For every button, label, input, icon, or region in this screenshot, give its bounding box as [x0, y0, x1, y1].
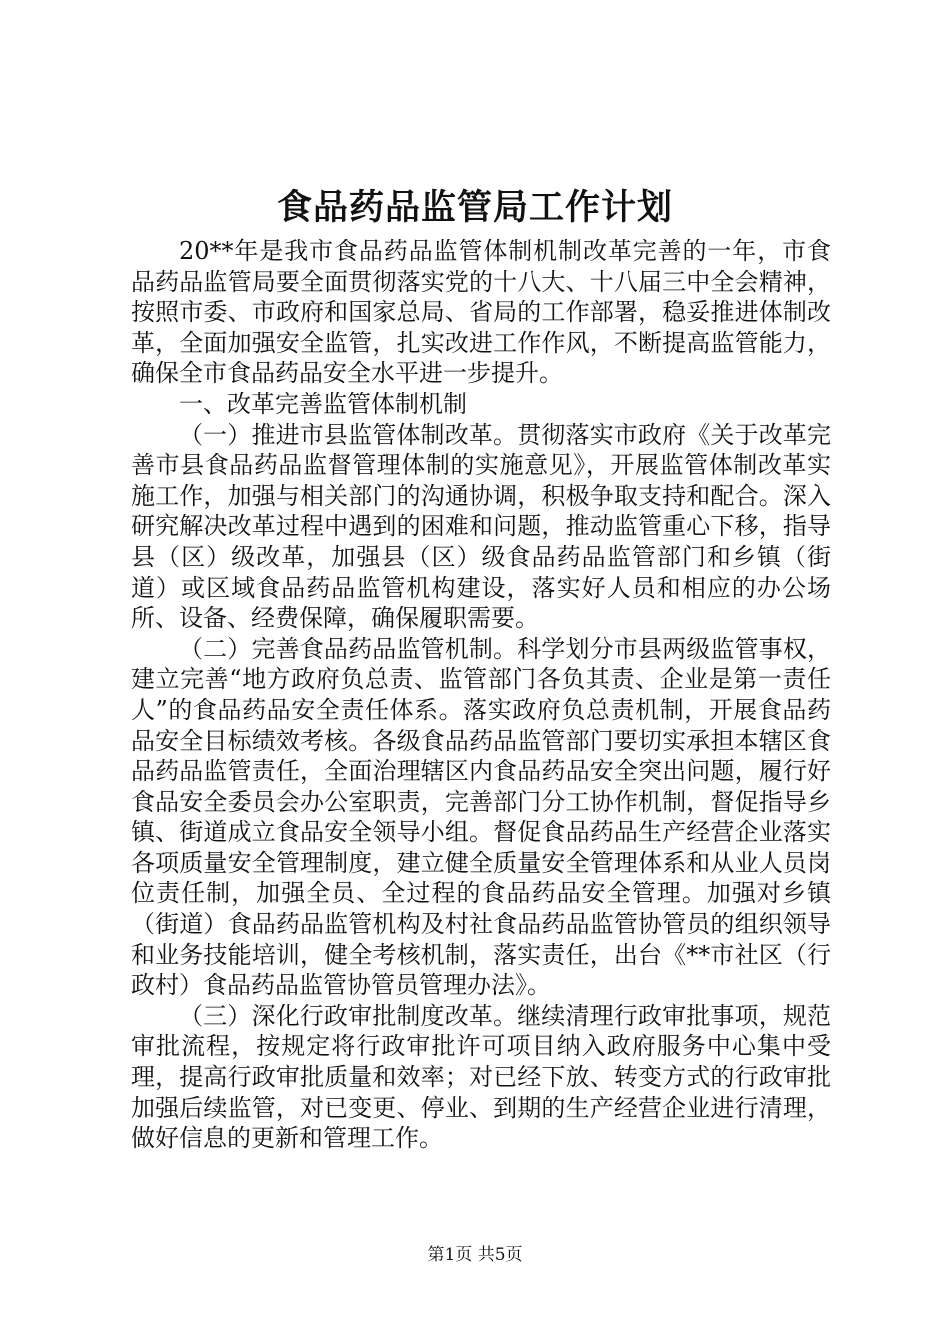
subsection-paragraph-2: （二）完善食品药品监管机制。科学划分市县两级监管事权，建立完善“地方政府负总责、监管部门各负其责、企业是第一责任人”的食品药品安全责任体系。落实政府负总责机制，开展食品药品安全目标绩效考核。各级食品药品监管部门要切实承担本辖区食品药品监管责任，全面治理辖区内食品药品安全突出问题，履行好食品安全委员会办公室职责，完善部门分工协作机制，督促指导乡镇、街道成立食品安全领导小组。督促食品药品生产经营企业落实各项质量安全管理制度，建立健全质量安全管理体系和从业人员岗位责任制，加强全员、全过程的食品药品安全管理。加强对乡镇（街道）食品药品监管机构及村社食品药品监管协管员的组织领导和业务技能培训，健全考核机制，落实责任，出台《**市社区（行政村）食品药品监管协管员管理办法》。: [131, 634, 831, 1000]
subsection-paragraph-3: （三）深化行政审批制度改革。继续清理行政审批事项，规范审批流程，按规定将行政审批许可项目纳入政府服务中心集中受理，提高行政审批质量和效率；对已经下放、转变方式的行政审批加强后续监管，对已变更、停业、到期的生产经营企业进行清理，做好信息的更新和管理工作。: [131, 1001, 831, 1153]
document-title: 食品药品监管局工作计划: [276, 187, 673, 228]
page-indicator: 第1页 共5页: [427, 1245, 523, 1265]
intro-paragraph: 20**年是我市食品药品监管体制机制改革完善的一年，市食品药品监管局要全面贯彻落实党的十八大、十八届三中全会精神，按照市委、市政府和国家总局、省局的工作部署，稳妥推进体制改革，全面加强安全监管，扎实改进工作作风，不断提高监管能力，确保全市食品药品安全水平进一步提升。: [131, 237, 831, 388]
subsection-paragraph-1: （一）推进市县监管体制改革。贯彻落实市政府《关于改革完善市县食品药品监督管理体制的实施意见》，开展监管体制改革实施工作，加强与相关部门的沟通协调，积极争取支持和配合。深入研究解决改革过程中遇到的困难和问题，推动监管重心下移，指导县（区）级改革，加强县（区）级食品药品监管部门和乡镇（街道）或区域食品药品监管机构建设，落实好人员和相应的办公场所、设备、经费保障，确保履职需要。: [131, 420, 831, 633]
section-heading: 一、改革完善监管体制机制: [179, 389, 467, 418]
document-body: [131, 236, 831, 1154]
